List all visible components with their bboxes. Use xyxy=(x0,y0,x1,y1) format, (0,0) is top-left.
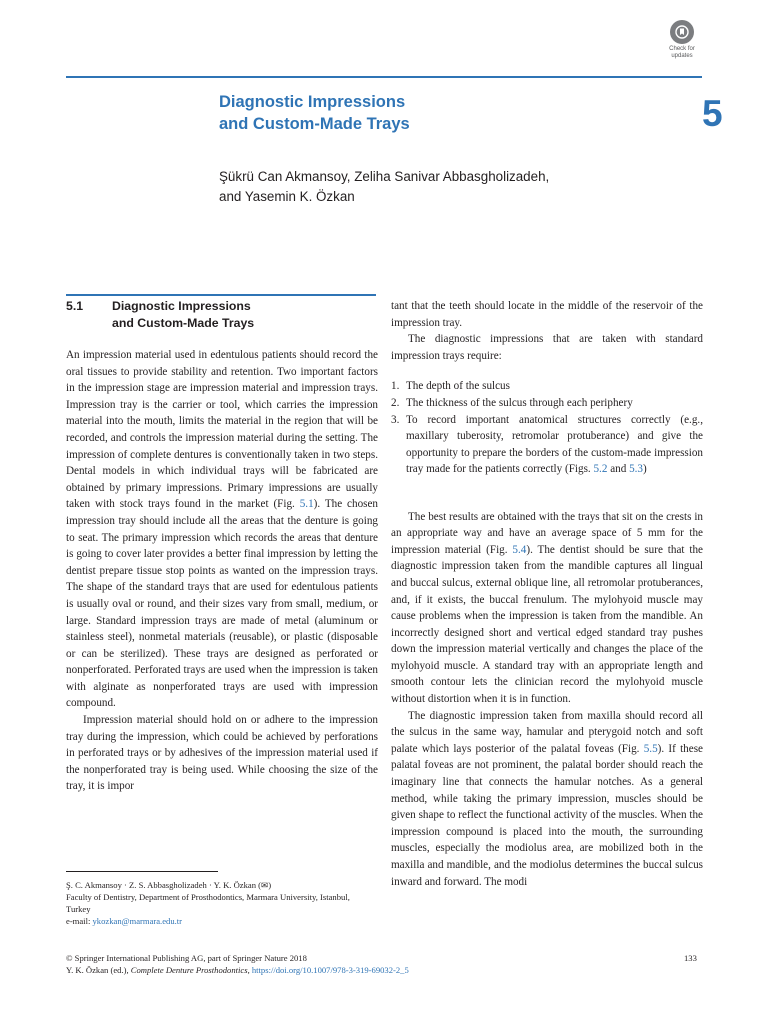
section-number: 5.1 xyxy=(66,299,84,313)
list-number: 1. xyxy=(391,380,400,393)
email-link[interactable]: ykozkan@marmara.edu.tr xyxy=(92,916,183,926)
list-item xyxy=(391,378,703,395)
affiliation-institution: Faculty of Dentistry, Department of Prosthodontics, Marmara University, Istanbul, Turkey xyxy=(66,892,350,914)
list-number: 2. xyxy=(391,396,400,409)
page-number: 133 xyxy=(684,953,697,963)
figure-link[interactable]: 5.1 xyxy=(299,498,314,511)
citation-separator: , xyxy=(247,965,252,975)
paragraph-text: ). The chosen impression tray should include all the areas that the denture is going to seat. The primary impression which records the areas that denture is going to cover later provides a better final impression by letting the dentist prepare tissue stop points as wanted on the impression trays. The shape of the standard trays that are used for edentulous patients is usually oval or round, and their sizes vary from small, medium, or large. Standard impression trays are made of metal (aluminum or stainless steel), nonmetal materials (reusable), or plastic (disposable or can be sterilized). These trays are designed as perforated or nonperforated. Perforated trays are used when the impression is taken with alginate as nonperforated trays are used with impression compound. xyxy=(66,498,378,710)
badge-label: Check for updates xyxy=(669,46,695,59)
copyright-notice xyxy=(66,952,626,976)
paragraph-text: ). If these palatal foveas are not prominent, the palatal border should reach the imaginary line that connects the hamular notches. As a general method, while taking the primary impression, muscles should be given shape to reflect the functional activity of the muscles. When the impression compound is placed into the mouth, the surrounding muscles, especially the modiolus area, are mobilized both in the maxilla and mandible, and the modiolus determines the buccal sulcus inward and forward. The modi xyxy=(391,742,703,888)
list-text: The thickness of the sulcus through each periphery xyxy=(406,396,633,409)
chapter-number: 5 xyxy=(702,93,723,134)
chapter-title xyxy=(219,91,639,135)
list-text: and xyxy=(607,463,630,476)
paragraph xyxy=(66,347,378,712)
section-title-line: and Custom-Made Trays xyxy=(112,316,255,330)
figure-link[interactable]: 5.2 xyxy=(593,463,608,476)
copyright-line: © Springer International Publishing AG, part of Springer Nature 2018 xyxy=(66,953,307,963)
paragraph-text: ). The dentist should be sure that the diagnostic impression taken from the mandible captures all lingual and buccal sulcus, external oblique line, all retromolar protuberances, and, if it exists, the buccal frenulum. The mylohyoid muscle may cause problems when the impression is taken from the mandible. An incorrectly designed short and vertical edged standard tray pushes down the impression material vertically and changes the place of the mylohyoid muscle. A standard tray with an appropriate length and smooth contour lets the clinician record the mylohyoid muscle without distortion when it is in function. xyxy=(391,543,704,706)
affiliation-authors: Ş. C. Akmansoy · Z. S. Abbasgholizadeh · Y. K. Özkan (✉) xyxy=(66,880,272,890)
book-title: Complete Denture Prosthodontics xyxy=(130,965,248,975)
doi-link[interactable]: https://doi.org/10.1007/978-3-319-69032-2_5 xyxy=(251,965,409,975)
paragraph-text: The diagnostic impression taken from maxilla should record all the sulcus in the same way, hamular and pterygoid notch and soft palate which lays posterior of the palatal foveas (Fig. xyxy=(391,709,703,755)
figure-link[interactable]: 5.3 xyxy=(629,463,644,476)
section-title xyxy=(112,298,372,332)
list-text: The depth of the sulcus xyxy=(406,380,510,393)
left-column xyxy=(66,347,378,795)
author-affiliation xyxy=(66,879,376,927)
list-item xyxy=(391,412,703,478)
affiliation-email xyxy=(66,915,376,927)
figure-link[interactable]: 5.4 xyxy=(512,543,527,556)
list-number: 3. xyxy=(391,413,400,426)
list-text: ) xyxy=(643,463,647,476)
list-item xyxy=(391,395,703,412)
spacer xyxy=(391,492,703,509)
footnote-rule xyxy=(66,871,218,872)
email-label: e-mail: xyxy=(66,916,93,926)
paragraph: Impression material should hold on or adhere to the impression tray during the impression, which could be achieved by perforations in perforated trays or by adhesives of the impression material used if the nonperforated tray is being used. While choosing the size of the tray, it is impor xyxy=(66,714,378,793)
author-list xyxy=(219,167,659,207)
citation-line xyxy=(66,964,626,976)
author-line: Şükrü Can Akmansoy, Zeliha Sanivar Abbasgholizadeh, xyxy=(219,169,550,184)
header-rule xyxy=(66,76,702,78)
paragraph-text: An impression material used in edentulous patients should record the oral tissues to provide stability and retention. Two important factors in the impression stage are impression material and impression trays. Impression tray is the carrier or tool, which carries the impression material into the mouth, limits the material in the region that will be recorded, and controls the impression material during the setting. The impression of complete dentures is conventionally taken in two steps. Dental models in which individual trays will be fabricated are obtained by primary impressions. Primary impressions are usually taken with stock trays found in the market (Fig. xyxy=(66,349,378,511)
chapter-title-line: Diagnostic Impressions xyxy=(219,93,406,111)
section-rule xyxy=(66,294,376,296)
figure-link[interactable]: 5.5 xyxy=(643,742,658,755)
check-for-updates-badge[interactable] xyxy=(664,20,700,64)
section-title-line: Diagnostic Impressions xyxy=(112,299,251,313)
paragraph xyxy=(391,509,703,708)
paragraph-text: The best results are obtained with the trays that sit on the crests in an appropriate way and have an average space of 5 mm for the impression material (Fig. xyxy=(391,510,703,556)
author-line: and Yasemin K. Özkan xyxy=(219,189,355,204)
right-column xyxy=(391,298,703,890)
requirements-list xyxy=(391,378,703,478)
citation-editor: Y. K. Özkan (ed.), xyxy=(66,965,131,975)
bookmark-icon xyxy=(670,20,694,44)
paragraph: The diagnostic impressions that are taken with standard impression trays require: xyxy=(391,333,703,362)
paragraph xyxy=(391,708,703,891)
paragraph: tant that the teeth should locate in the middle of the reservoir of the impression tray. xyxy=(391,300,703,329)
list-text: To record important anatomical structures correctly (e.g., maxillary tuberosity, retromolar protuberance) and give the opportunity to prepare the borders of the custom-made impression tray made for the patients correctly (Figs. xyxy=(406,413,703,476)
chapter-title-line: and Custom-Made Trays xyxy=(219,115,410,133)
